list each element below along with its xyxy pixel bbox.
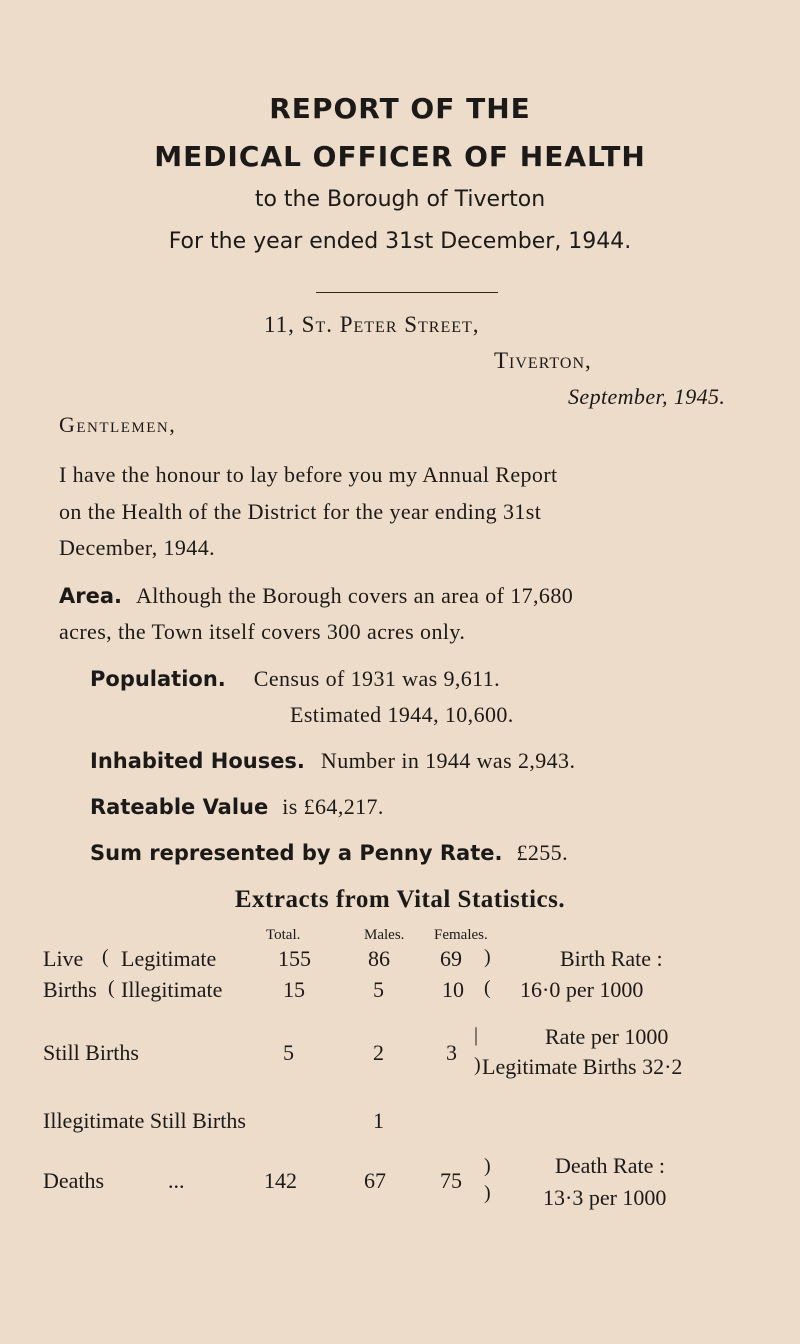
penny-line [90,840,568,866]
report-title-line2: MEDICAL OFFICER OF HEALTH [154,140,646,173]
col-males: Males. [364,927,405,943]
rateable-text: is £64,217. [282,794,384,819]
penny-text: £255. [516,840,568,865]
rateable-label: Rateable Value [90,795,269,819]
address-street: 11, St. Peter Street, [264,312,480,337]
still-births-total: 5 [283,1040,294,1065]
salutation: Gentlemen, [59,412,177,437]
stats-heading: Extracts from Vital Statistics. [234,886,566,913]
houses-label: Inhabited Houses. [90,749,305,773]
rateable-line [90,794,384,820]
illegitimate-total: 15 [283,977,305,1002]
live-births-brace-top: ( [102,946,109,968]
still-births-males: 2 [373,1040,384,1065]
live-word: Live [43,946,84,971]
death-rate-brace-top: ) [484,1155,491,1177]
still-births-label: Still Births [43,1040,139,1065]
deaths-label: Deaths [43,1168,105,1193]
birth-rate-brace-top: ) [484,946,491,968]
death-rate-value: 13·3 per 1000 [543,1185,667,1210]
still-births-females: 3 [446,1040,457,1065]
deaths-total: 142 [264,1168,297,1193]
population-estimate: Estimated 1944, 10,600. [290,702,514,727]
population-label: Population. [90,667,226,691]
still-rate-brace-top: | [474,1024,479,1046]
report-title-line4: For the year ended 31st December, 1944. [168,229,632,254]
legitimate-males: 86 [368,946,390,971]
houses-line [90,748,575,774]
address-town: Tiverton, [494,348,592,373]
intro-line1: I have the honour to lay before you my Annual Report [59,462,558,487]
illegit-still-label: Illegitimate Still Births [43,1108,246,1133]
illegitimate-label: Illegitimate [121,977,223,1002]
illegit-still-value: 1 [373,1108,384,1133]
intro-line2: on the Health of the District for the year ending 31st [59,499,542,524]
deaths-dots: ... [168,1168,185,1193]
report-title-line3: to the Borough of Tiverton [254,187,546,212]
live-births-brace-bottom: ( [108,977,115,999]
area-line1 [59,583,573,609]
illegitimate-males: 5 [373,977,384,1002]
deaths-males: 67 [364,1168,386,1193]
still-rate-line1: Rate per 1000 [545,1024,669,1049]
intro-line3: December, 1944. [59,535,216,560]
birth-rate-value: 16·0 per 1000 [520,977,644,1002]
legitimate-females: 69 [440,946,462,971]
death-rate-label: Death Rate : [555,1153,665,1178]
report-title-line1: REPORT OF THE [269,92,531,125]
legitimate-total: 155 [278,946,311,971]
area-label: Area. [59,584,122,608]
births-word: Births [43,977,97,1002]
death-rate-brace-bottom: ) [484,1182,491,1204]
deaths-females: 75 [440,1168,462,1193]
area-text2: acres, the Town itself covers 300 acres only. [59,619,466,644]
houses-text: Number in 1944 was 2,943. [320,748,576,773]
address-date: September, 1945. [568,384,726,409]
col-total: Total. [266,927,301,943]
population-census: Census of 1931 was 9,611. [253,666,501,691]
legitimate-label: Legitimate [121,946,217,971]
birth-rate-brace-bottom: ( [484,977,491,999]
population-line1 [90,666,500,692]
still-rate-line2: Legitimate Births 32·2 [482,1054,683,1079]
penny-label: Sum represented by a Penny Rate. [90,841,503,865]
col-females: Females. [434,927,488,943]
area-text1: Although the Borough covers an area of 17,680 [136,583,574,608]
illegitimate-females: 10 [442,977,464,1002]
still-rate-brace-bottom: ) [474,1054,481,1076]
title-divider [316,292,498,293]
birth-rate-label: Birth Rate : [560,946,663,971]
